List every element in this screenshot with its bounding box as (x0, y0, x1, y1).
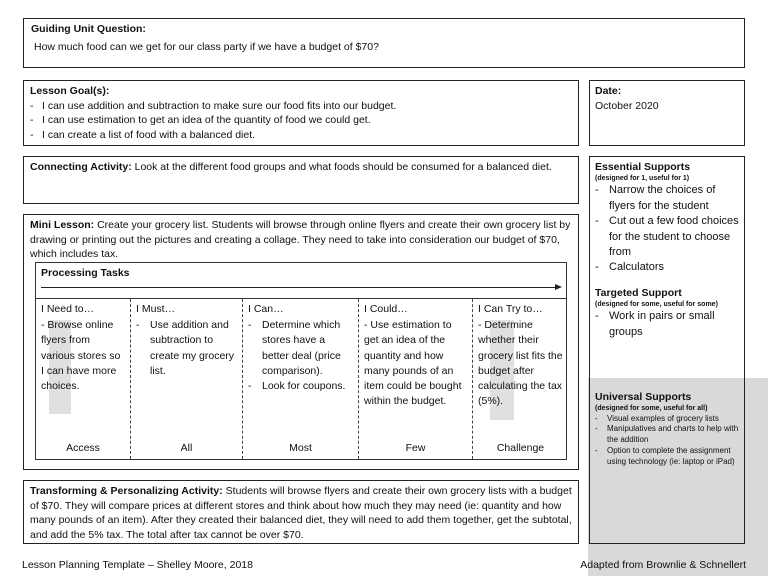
task-column-item: - Use addition and subtraction to create my grocery list. (136, 318, 237, 379)
lesson-goal-item: - I can create a list of food with a balanced diet. (30, 128, 572, 143)
lesson-goals-box (23, 80, 579, 146)
connecting-text: Look at the different food groups and what foods should be consumed for a balanced diet. (134, 161, 552, 173)
mini-lesson-heading: Mini Lesson: (30, 219, 95, 231)
footer-right: Adapted from Brownlie & Schnellert (580, 559, 746, 571)
task-column-list (248, 318, 353, 394)
task-column-title: I Can… (248, 303, 284, 315)
essential-supports-list (595, 183, 739, 275)
task-column-body: - Determine whether their grocery list fits the budget after calculating the tax (5%). (478, 318, 563, 409)
processing-tasks-heading: Processing Tasks (41, 267, 130, 279)
lesson-goals-heading: Lesson Goal(s): (30, 85, 110, 97)
task-column-body: - Browse online flyers from various stores so I can have more choices. (41, 318, 125, 394)
universal-supports-list (595, 414, 739, 468)
supports-box (589, 156, 745, 544)
transforming-text: Students will browse flyers and create their own grocery lists with a budget of $70. They will compare prices at different stores and think about how much they may need (ie: quantity and how many pounds of an item). After they created their balanced diet, they will need to add them together, get the subtotal, and add the 5% tax. The total after tax cannot be over $70. (30, 485, 572, 542)
lesson-goals-list (30, 99, 572, 143)
task-column-body: - Use estimation to get an idea of the quantity and how many pounds of an item could be bought within the budget. (364, 319, 462, 408)
task-column-access (36, 299, 130, 459)
task-column-title: I Need to… (41, 303, 95, 315)
mini-lesson-text: Create your grocery list. Students will browse through online flyers and create their own grocery list by drawing or printing out the pictures and creating a collage. They need to take into consideration our budget of $70, which includes tax. (30, 219, 571, 261)
transforming-heading: Transforming & Personalizing Activity: (30, 485, 223, 497)
guiding-question: How much food can we get for our class party if we have a budget of $70? (34, 40, 379, 53)
universal-support-item: - Manipulatives and charts to help with the addition (595, 424, 739, 446)
mini-lesson-box (23, 214, 579, 470)
connecting-heading: Connecting Activity: (30, 161, 132, 173)
task-column-footer: Few (405, 441, 426, 454)
targeted-support-item: - Work in pairs or small groups (595, 309, 739, 340)
universal-supports-sub: (designed for some, useful for all) (595, 404, 708, 412)
essential-support-item: - Narrow the choices of flyers for the student (595, 183, 739, 214)
lesson-goal-item: - I can use estimation to get an idea of the quantity of food we could get. (30, 113, 572, 128)
targeted-support-sub: (designed for some, useful for some) (595, 300, 718, 308)
task-column-footer: All (180, 441, 193, 454)
task-column-footer: Access (66, 441, 100, 454)
targeted-support-list (595, 309, 739, 340)
date-heading: Date: (595, 85, 622, 97)
transforming-activity-box (23, 480, 579, 544)
task-column-footer: Most (289, 441, 312, 454)
task-column-challenge (472, 299, 568, 459)
task-column-all (130, 299, 242, 459)
lesson-goal-item: - I can use addition and subtraction to make sure our food fits into our budget. (30, 99, 572, 114)
guiding-question-box (23, 18, 745, 68)
processing-tasks-table (35, 262, 567, 460)
universal-support-item: - Visual examples of grocery lists (595, 414, 739, 425)
task-column-most (242, 299, 358, 459)
task-column-few (358, 299, 472, 459)
date-box (589, 80, 745, 146)
targeted-support-heading: Targeted Support (595, 286, 682, 299)
task-column-title: I Can Try to… (478, 303, 543, 315)
task-column-item: - Look for coupons. (248, 379, 353, 394)
guiding-heading: Guiding Unit Question: (31, 23, 146, 35)
footer-left: Lesson Planning Template – Shelley Moore, 2018 (22, 559, 253, 571)
task-column-title: I Could… (364, 303, 408, 315)
essential-supports-heading: Essential Supports (595, 161, 691, 173)
universal-support-item: - Option to complete the assignment using technology (ie: laptop or iPad) (595, 446, 739, 468)
essential-support-item: - Calculators (595, 260, 739, 275)
task-column-list (136, 318, 237, 379)
task-column-title: I Must… (136, 303, 176, 315)
universal-supports-heading: Universal Supports (595, 391, 692, 404)
connecting-activity-box (23, 156, 579, 204)
date-value: October 2020 (595, 99, 659, 112)
progression-arrow (41, 287, 558, 288)
essential-supports-sub: (designed for 1, useful for 1) (595, 174, 690, 182)
task-column-item: - Determine which stores have a better deal (price comparison). (248, 318, 353, 379)
task-column-footer: Challenge (496, 441, 545, 454)
arrow-head-icon (555, 284, 562, 290)
processing-columns (36, 299, 566, 459)
essential-support-item: - Cut out a few food choices for the student to choose from (595, 214, 739, 260)
